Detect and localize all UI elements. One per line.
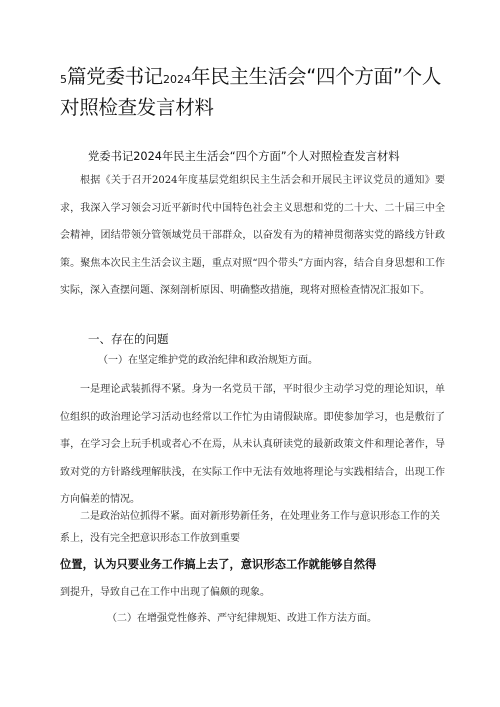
section-heading-problems: 一、存在的问题 (88, 332, 169, 346)
intro-text: 根据《关于召开2024年度基层党组织民主生活会和开展民主评议党员的通知》要求，我深入学习领会习近平新时代中国特色社会主义思想和党的二十大、二十届三中全会精神，团结带领分管领域党员干部群众，以奋发有为的精神贯彻落实党的路线方针政策。聚焦本次民主生活会议主题，重点对照“四个带头”方面内容，结合自身思想和工作实际，深入查摆问题、深刻剖析原因、明确整改措施，现将对照检查情况汇报如下。 (60, 175, 445, 297)
title-prefix: 5 (60, 73, 67, 86)
title-line1-a: 篇党委书记 (67, 65, 164, 88)
document-title (60, 63, 460, 122)
title-line1-b: 年民主生活会“四个方面”个人 (191, 65, 442, 88)
subsection-heading-1: （一）在坚定维护党的政治纪律和政治规矩方面。 (98, 355, 318, 366)
intro-paragraph (60, 167, 445, 305)
point-2-bold-line: 位置，认为只要业务工作搞上去了，意识形态工作就能够自然得 (60, 558, 377, 571)
title-year: 2024 (163, 73, 192, 86)
point-2-text-part1: 二是政治站位抓得不紧。面对新形势新任务，在处理业务工作与意识形态工作的关系上，没有完全把意识形态工作放到重要 (60, 511, 440, 544)
title-line2: 对照检查发言材料 (60, 96, 214, 119)
subsection-heading-2: （二）在增强党性修养、严守纪律规矩、改进工作方法方面。 (107, 613, 377, 624)
point-2-text-part2: 到提升，导致自己在工作中出现了偏颇的现象。 (60, 587, 270, 598)
article-subtitle: 党委书记2024年民主生活会“四个方面”个人对照检查发言材料 (88, 150, 400, 163)
point-2-paragraph (60, 506, 440, 550)
point-1-text: 一是理论武装抓得不紧。身为一名党员干部，平时很少主动学习党的理论知识，单位组织的政治理论学习活动也经常以工作忙为由请假缺席。即使参加学习，也是敷衍了事，在学习会上玩手机或者心不在焉，从未认真研读党的最新政策文件和理论著作，导致对党的方针路线理解肤浅，在实际工作中无法有效地将理论与实践相结合，出现工作方向偏差的情况。 (60, 384, 445, 506)
point-1-paragraph (60, 376, 445, 514)
